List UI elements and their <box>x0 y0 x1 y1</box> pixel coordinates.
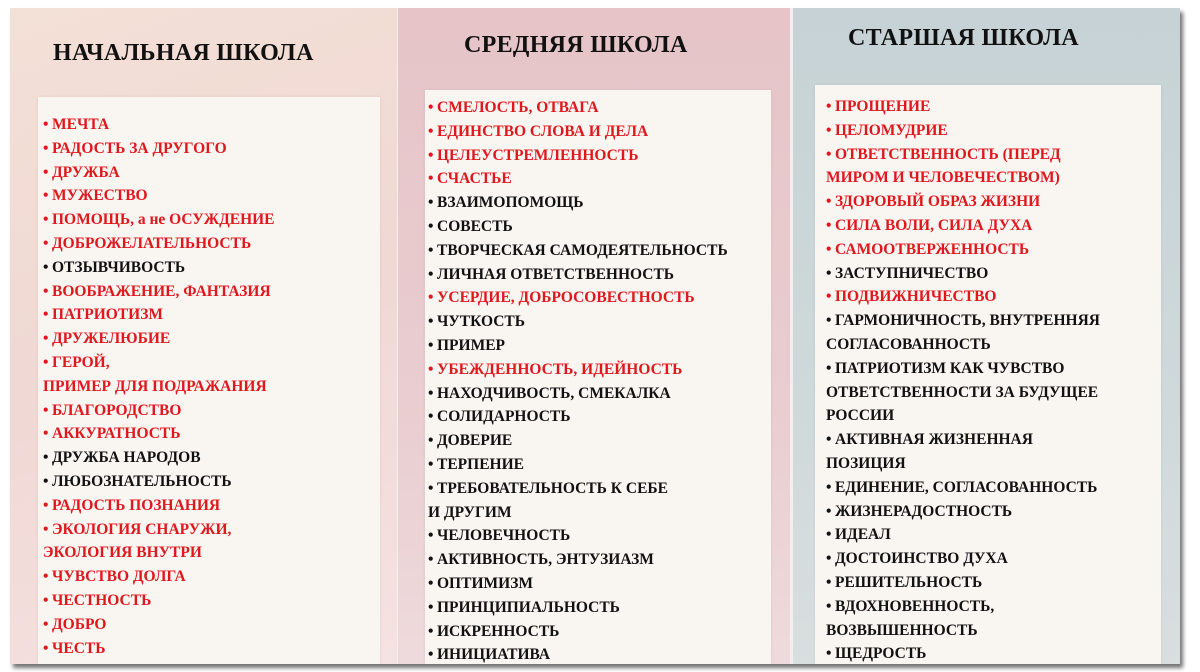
list-item <box>43 256 380 280</box>
infographic <box>10 8 1180 664</box>
bullet-icon: • <box>826 502 832 520</box>
column-title: НАЧАЛЬНАЯ ШКОЛА <box>53 40 314 66</box>
list-item <box>43 280 380 304</box>
bullet-icon: • <box>428 99 434 116</box>
list-item <box>826 357 1161 381</box>
list-item-text: ЦЕЛЕУСТРЕМЛЕННОСТЬ <box>437 146 639 164</box>
list-item <box>428 596 771 620</box>
list-item <box>428 620 771 644</box>
bullet-icon: • <box>826 264 832 282</box>
bullet-icon: • <box>826 312 832 330</box>
list-item <box>428 453 771 477</box>
list-item <box>826 523 1161 547</box>
list-item <box>826 119 1161 143</box>
bullet-icon: • <box>428 170 434 188</box>
list-item-continuation <box>826 404 1161 428</box>
list-item <box>43 137 380 161</box>
bullet-icon: • <box>428 551 434 569</box>
list-item-text: ЛЮБОЗНАТЕЛЬНОСТЬ <box>52 472 232 490</box>
list-item <box>826 642 1161 664</box>
list-item-text: СИЛА ВОЛИ, СИЛА ДУХА <box>835 216 1033 234</box>
list-item-text: ДРУЖБА НАРОДОВ <box>52 449 201 467</box>
list-item <box>428 263 771 287</box>
list-item-text: ДРУЖБА <box>52 163 120 181</box>
list-item-continuation <box>826 381 1161 405</box>
bullet-icon: • <box>428 598 434 616</box>
list-item <box>43 589 380 613</box>
list-item <box>43 351 380 375</box>
bullet-icon: • <box>826 216 832 234</box>
list-item <box>826 428 1161 452</box>
bullet-icon: • <box>428 313 434 331</box>
list-item-continuation <box>428 501 771 525</box>
bullet-icon: • <box>43 116 49 133</box>
list-item <box>43 184 380 208</box>
list-item-text: ЧЕСТЬ <box>52 639 106 657</box>
list-item <box>43 565 380 589</box>
list-item <box>428 548 771 572</box>
list-item <box>43 327 380 351</box>
bullet-icon: • <box>826 550 832 568</box>
list-item <box>428 120 771 144</box>
list-item <box>428 191 771 215</box>
list-item <box>43 422 380 446</box>
list-item-continuation <box>826 619 1161 643</box>
list-item-text: УБЕЖДЕННОСТЬ, ИДЕЙНОСТЬ <box>437 360 683 378</box>
list-item-text: ДОБРО <box>52 615 107 633</box>
column-high-school <box>793 8 1180 664</box>
bullet-icon: • <box>428 217 434 235</box>
bullet-icon: • <box>428 384 434 402</box>
list-item <box>428 215 771 239</box>
list-item <box>826 547 1161 571</box>
bullet-icon: • <box>826 240 832 258</box>
column-middle-school <box>398 8 791 664</box>
list-item-text: ЧЕСТНОСТЬ <box>52 591 152 609</box>
list-item <box>826 285 1161 309</box>
list-item <box>826 262 1161 286</box>
bullet-icon: • <box>826 645 832 663</box>
list-item <box>43 637 380 661</box>
list-item-text: ГАРМОНИЧНОСТЬ, ВНУТРЕННЯЯ <box>835 312 1100 330</box>
list-item-text: СМЕЛОСТЬ, ОТВАГА <box>437 99 599 116</box>
list-item-text: САМООТВЕРЖЕННОСТЬ <box>835 240 1030 258</box>
list-item <box>428 643 771 664</box>
list-item-text: ПАТРИОТИЗМ <box>52 306 164 324</box>
list-item-text: ПОДВИЖНИЧЕСТВО <box>835 288 997 306</box>
list-item-continuation <box>826 452 1161 476</box>
list-item-text: ВООБРАЖЕНИЕ, ФАНТАЗИЯ <box>52 282 271 300</box>
list-item-text: МИРОМ И ЧЕЛОВЕЧЕСТВОМ) <box>826 169 1060 187</box>
column-primary-school <box>10 8 398 664</box>
list-item <box>428 144 771 168</box>
list-item <box>43 399 380 423</box>
list-item-text: ДОБРОЖЕЛАТЕЛЬНОСТЬ <box>52 234 252 252</box>
bullet-icon: • <box>43 234 49 252</box>
list-item <box>428 477 771 501</box>
list-item-text: ЩЕДРОСТЬ <box>835 645 927 663</box>
list-item-text: ОТЗЫВЧИВОСТЬ <box>52 258 186 276</box>
list-item <box>428 524 771 548</box>
list-item-text: ЕДИНСТВО СЛОВА И ДЕЛА <box>437 122 649 140</box>
list-item <box>826 309 1161 333</box>
list-item-text: ПРИНЦИПИАЛЬНОСТЬ <box>437 598 620 616</box>
bullet-icon: • <box>428 622 434 640</box>
list-item <box>43 303 380 327</box>
list-item-text: ДРУЖЕЛЮБИЕ <box>52 330 171 348</box>
list-item-text: ПОМОЩЬ, а не ОСУЖДЕНИЕ <box>52 211 275 229</box>
bullet-icon: • <box>428 646 434 664</box>
list-item-text: ОПТИМИЗМ <box>437 574 534 592</box>
bullet-icon: • <box>43 306 49 324</box>
list-item-text: НАХОДЧИВОСТЬ, СМЕКАЛКА <box>437 384 671 402</box>
list-item-text: ДОСТОИНСТВО ДУХА <box>835 550 1008 568</box>
list-item <box>428 239 771 263</box>
list-item-text: ВОЗВЫШЕННОСТЬ <box>826 621 978 639</box>
bullet-icon: • <box>43 520 49 538</box>
list-item <box>428 382 771 406</box>
list-item-text: ЗДОРОВЫЙ ОБРАЗ ЖИЗНИ <box>835 193 1041 211</box>
list-item <box>826 214 1161 238</box>
bullet-icon: • <box>428 122 434 140</box>
bullet-icon: • <box>428 408 434 426</box>
list-item <box>826 571 1161 595</box>
list-item-text: ТВОРЧЕСКАЯ САМОДЕЯТЕЛЬНОСТЬ <box>437 241 728 259</box>
bullet-icon: • <box>428 146 434 164</box>
list-item <box>43 208 380 232</box>
bullet-icon: • <box>43 449 49 467</box>
bullet-icon: • <box>826 431 832 449</box>
list-item <box>428 286 771 310</box>
list-item-text: И ДРУГИМ <box>428 503 512 521</box>
list-item-text: ПАТРИОТИЗМ КАК ЧУВСТВО <box>835 359 1065 377</box>
list-item <box>43 232 380 256</box>
bullet-icon: • <box>826 526 832 544</box>
list-item-continuation <box>43 541 380 565</box>
bullet-icon: • <box>43 330 49 348</box>
list-item-text: ТЕРПЕНИЕ <box>437 455 524 473</box>
list-item <box>428 334 771 358</box>
list-item-text: ГЕРОЙ, <box>52 353 110 371</box>
list-item <box>428 167 771 191</box>
list-item-text: АККУРАТНОСТЬ <box>52 425 181 443</box>
list-item <box>826 190 1161 214</box>
list-item-text: УСЕРДИЕ, ДОБРОСОВЕСТНОСТЬ <box>437 289 695 307</box>
bullet-icon: • <box>428 265 434 283</box>
bullet-icon: • <box>43 139 49 157</box>
list-item-text: СЧАСТЬЕ <box>437 170 512 188</box>
list-item-text: ЧЕЛОВЕЧНОСТЬ <box>437 527 571 545</box>
bullet-icon: • <box>43 211 49 229</box>
list-item-text: ПРОЩЕНИЕ <box>835 98 931 115</box>
list-item-text: ЕДИНЕНИЕ, СОГЛАСОВАННОСТЬ <box>835 478 1098 496</box>
list-item-text: БЛАГОРОДСТВО <box>52 401 182 419</box>
values-list <box>425 90 771 664</box>
list-item-text: РЕШИТЕЛЬНОСТЬ <box>835 573 983 591</box>
list-item-text: ЧУВСТВО ДОЛГА <box>52 568 186 586</box>
list-item <box>43 613 380 637</box>
bullet-icon: • <box>826 121 832 139</box>
list-item <box>43 113 380 137</box>
list-item-text: СОВЕСТЬ <box>437 217 513 235</box>
bullet-icon: • <box>826 359 832 377</box>
bullet-icon: • <box>826 98 832 115</box>
list-item-text: ПРИМЕР <box>437 336 506 354</box>
bullet-icon: • <box>428 574 434 592</box>
list-item-text: РАДОСТЬ ЗА ДРУГОГО <box>52 139 227 157</box>
bullet-icon: • <box>43 472 49 490</box>
list-item-text: ЭКОЛОГИЯ ВНУТРИ <box>43 544 202 562</box>
bullet-icon: • <box>428 455 434 473</box>
list-item-text: АКТИВНАЯ ЖИЗНЕННАЯ <box>835 431 1033 449</box>
list-item-text: ИНИЦИАТИВА <box>437 646 551 664</box>
list-item-continuation <box>826 333 1161 357</box>
bullet-icon: • <box>428 241 434 259</box>
list-item-text: ИДЕАЛ <box>835 526 891 544</box>
bullet-icon: • <box>43 615 49 633</box>
list-item-text: ОТВЕТСТВЕННОСТЬ (ПЕРЕД <box>835 145 1061 163</box>
list-item-text: ИСКРЕННОСТЬ <box>437 622 560 640</box>
list-item <box>428 405 771 429</box>
list-item-continuation <box>826 166 1161 190</box>
list-item <box>43 470 380 494</box>
bullet-icon: • <box>428 360 434 378</box>
list-item-text: МЕЧТА <box>52 116 110 133</box>
bullet-icon: • <box>43 591 49 609</box>
list-item <box>826 500 1161 524</box>
list-item-text: ПОЗИЦИЯ <box>826 454 906 472</box>
list-item <box>428 358 771 382</box>
bullet-icon: • <box>43 639 49 657</box>
column-title: СТАРШАЯ ШКОЛА <box>848 25 1079 51</box>
list-item-text: ВЗАИМОПОМОЩЬ <box>437 194 584 212</box>
bullet-icon: • <box>826 478 832 496</box>
bullet-icon: • <box>43 163 49 181</box>
list-item-text: ЗАСТУПНИЧЕСТВО <box>835 264 989 282</box>
list-item <box>826 476 1161 500</box>
list-item-continuation <box>43 375 380 399</box>
bullet-icon: • <box>43 401 49 419</box>
bullet-icon: • <box>428 194 434 212</box>
list-item-text: ПРИМЕР ДЛЯ ПОДРАЖАНИЯ <box>43 377 267 395</box>
list-item <box>43 161 380 185</box>
list-item-text: МУЖЕСТВО <box>52 187 148 205</box>
list-item <box>428 572 771 596</box>
list-item-text: РОССИИ <box>826 407 895 425</box>
list-item <box>43 494 380 518</box>
list-item-text: ТРЕБОВАТЕЛЬНОСТЬ К СЕБЕ <box>437 479 668 497</box>
bullet-icon: • <box>826 145 832 163</box>
list-item-text: ЖИЗНЕРАДОСТНОСТЬ <box>835 502 1013 520</box>
column-title: СРЕДНЯЯ ШКОЛА <box>464 32 688 58</box>
list-item-text: СОГЛАСОВАННОСТЬ <box>826 335 991 353</box>
list-item <box>43 518 380 542</box>
list-item-text: РАДОСТЬ ПОЗНАНИЯ <box>52 496 221 514</box>
list-item <box>428 310 771 334</box>
values-list <box>38 97 380 664</box>
bullet-icon: • <box>826 573 832 591</box>
list-item <box>826 95 1161 119</box>
list-item-text: ЭКОЛОГИЯ СНАРУЖИ, <box>52 520 232 538</box>
bullet-icon: • <box>43 187 49 205</box>
list-item-text: ЦЕЛОМУДРИЕ <box>835 121 948 139</box>
list-item-text: ЧУТКОСТЬ <box>437 313 525 331</box>
bullet-icon: • <box>428 527 434 545</box>
bullet-icon: • <box>43 353 49 371</box>
bullet-icon: • <box>826 288 832 306</box>
bullet-icon: • <box>43 258 49 276</box>
list-item-text: СОЛИДАРНОСТЬ <box>437 408 571 426</box>
list-item-text: АКТИВНОСТЬ, ЭНТУЗИАЗМ <box>437 551 654 569</box>
bullet-icon: • <box>428 479 434 497</box>
list-item-text: ДОВЕРИЕ <box>437 432 513 450</box>
bullet-icon: • <box>826 193 832 211</box>
bullet-icon: • <box>428 336 434 354</box>
bullet-icon: • <box>43 496 49 514</box>
list-item <box>826 143 1161 167</box>
bullet-icon: • <box>43 568 49 586</box>
bullet-icon: • <box>428 432 434 450</box>
list-item <box>826 595 1161 619</box>
list-item <box>826 238 1161 262</box>
bullet-icon: • <box>826 597 832 615</box>
values-list <box>815 85 1161 664</box>
list-item <box>428 429 771 453</box>
list-item-text: ЛИЧНАЯ ОТВЕТСТВЕННОСТЬ <box>437 265 675 283</box>
list-item-text: ВДОХНОВЕННОСТЬ, <box>835 597 995 615</box>
bullet-icon: • <box>43 425 49 443</box>
bullet-icon: • <box>43 282 49 300</box>
list-item-text: ОТВЕТСТВЕННОСТИ ЗА БУДУЩЕЕ <box>826 383 1099 401</box>
list-item <box>428 96 771 120</box>
list-item <box>43 446 380 470</box>
bullet-icon: • <box>428 289 434 307</box>
